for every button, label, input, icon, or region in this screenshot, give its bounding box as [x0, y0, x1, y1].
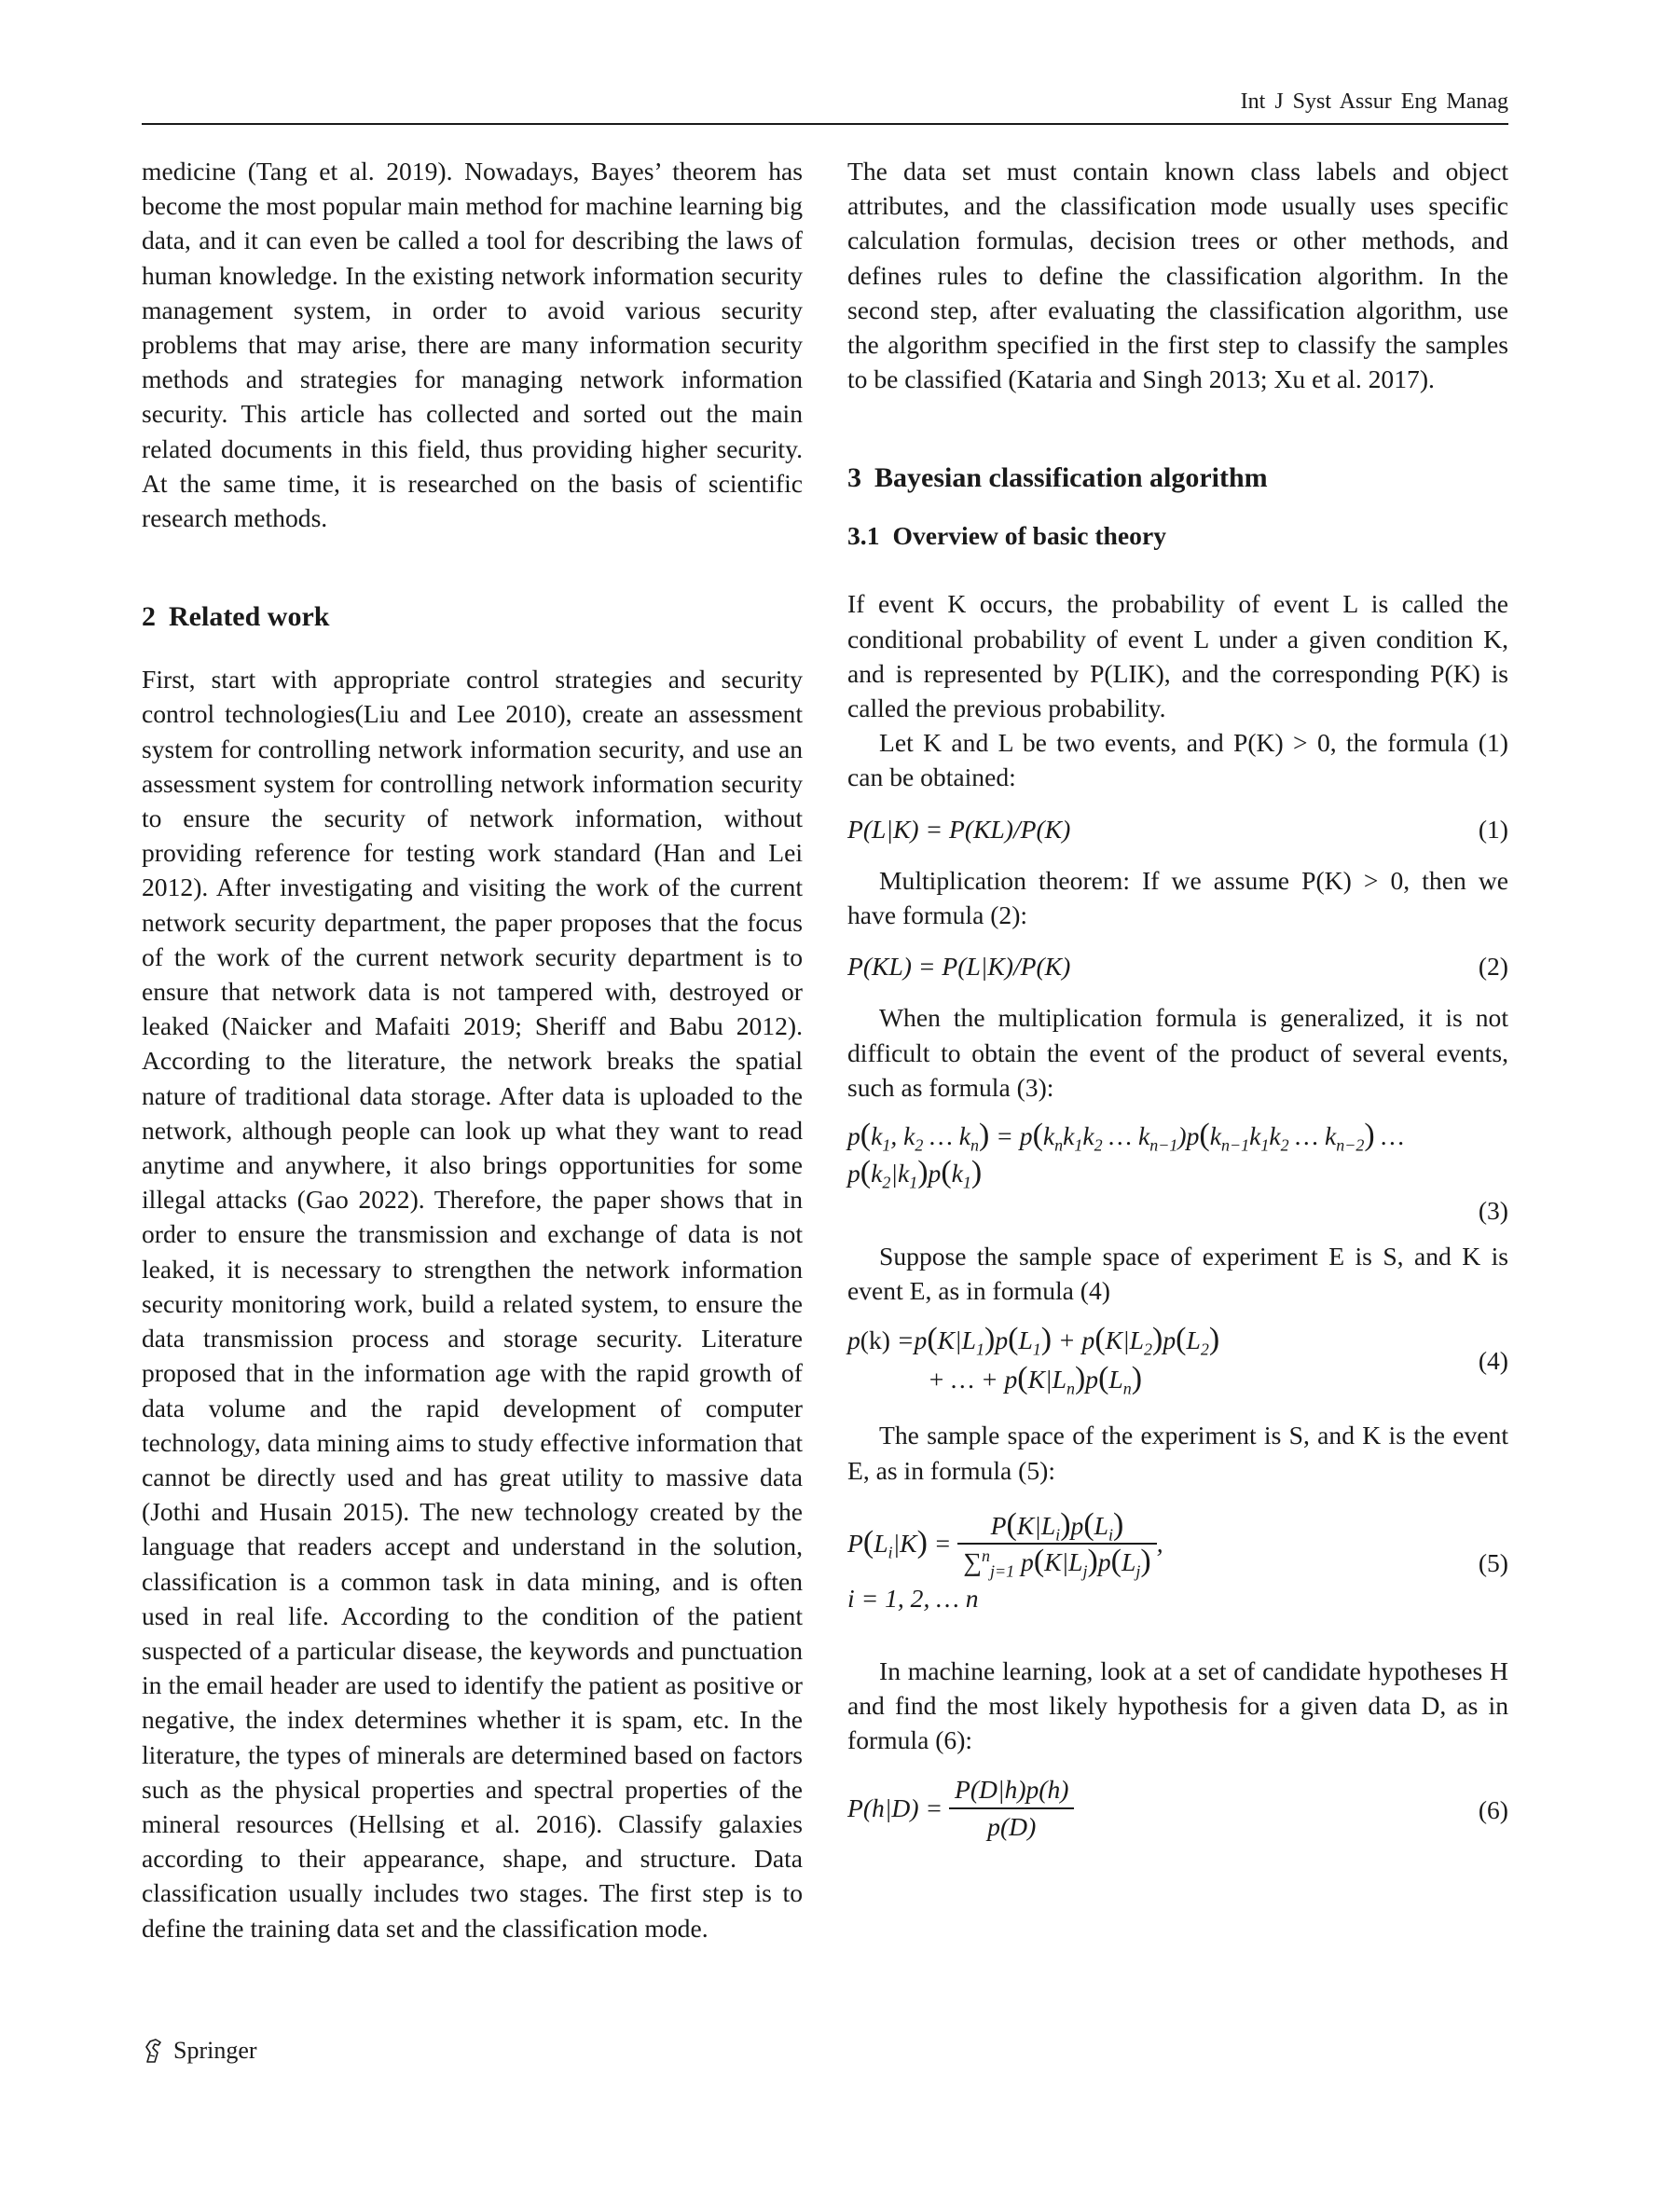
theory-paragraph-1: If event K occurs, the probability of event L is called the conditional probability of event L under a given condition K, and is represented by P(LIK), and the corresponding P(K) is called the previous probability.: [847, 589, 1508, 723]
theory-paragraph-3: Multiplication theorem: If we assume P(K) > 0, then we have formula (2):: [847, 865, 1508, 930]
theory-paragraph-4: When the multiplication formula is generalized, it is not difficult to obtain the event of the product of several events, such as formula (3):: [847, 1003, 1508, 1102]
related-work-paragraph: First, start with appropriate control strategies and security control technologies(Liu and Lee 2010), create an assessment system for controlling network information security, and use an assessment system for controlling network information security to ensure the security of network information, without providing reference for testing work standard (Han and Lei 2012). After investigating and visiting the work of the current network security department, the paper proposes that the focus of the work of the current network security department is to ensure that network data is not tampered with, destroyed or leaked (Naicker and Mafaiti 2019; Sheriff and Babu 2012). According to the literature, the network breaks the spatial nature of traditional data storage. After data is uploaded to the network, although people can look up what they want to read anytime and anywhere, it also brings opportunities for some illegal attacks (Gao 2022). Therefore, the paper shows that in order to ensure the transmission and exchange of data is not leaked, it is necessary to strengthen the network information security monitoring work, build a related system, to ensure the data transmission process and storage security. Literature proposed that in the information age with the rapid growth of data volume and the rapid development of computer technology, data mining aims to study effective information that cannot be directly used and has great utility to massive data (Jothi and Husain 2015). The new technology created by the language that readers accept and understand in the solution, classification is a common task in data mining, and is often used in real life. According to the condition of the patient suspected of a particular disease, the keywords and punctuation in the email header are used to identify the patient as positive or negative, the index determines whether it is spam, etc. In the literature, the types of minerals are determined based on factors such as the physical properties and spectral properties of the mineral resources (Hellsing et al. 2016). Classify galaxies according to their appearance, shape, and structure. Data classification usually includes two stages. The first step is to define the training data set and the classification mode.: [142, 665, 803, 1943]
section-2-number: 2: [142, 601, 156, 633]
springer-horse-icon: [142, 2037, 166, 2065]
equation-6-number: (6): [1478, 1795, 1508, 1825]
section-3-number: 3: [847, 462, 861, 494]
publisher-name: Springer: [173, 2037, 257, 2064]
subsection-3-1-title: Overview of basic theory: [892, 521, 1166, 551]
theory-paragraph-5: Suppose the sample space of experiment E is S, and K is event E, as in formula (4): [847, 1242, 1508, 1306]
equation-6: P(h|D) = $\frac{P(D|h)p(h)}{p(D)}$ (6): [847, 1772, 1508, 1847]
subsection-3-1-heading: [847, 517, 1508, 555]
equation-5-number: (5): [1478, 1547, 1508, 1577]
section-2-title: Related work: [169, 601, 330, 633]
section-2-heading: [142, 598, 803, 636]
page-footer: [142, 2037, 257, 2065]
continued-paragraph: The data set must contain known class labels and object attributes, and the classification mode usually uses specific calculation formulas, decision trees or other methods, and defines rules to define the classification algorithm. In the second step, after evaluating the classification algorithm, use the algorithm specified in the first step to classify the samples to be classified (Kataria and Singh 2013; Xu et al. 2017).: [847, 157, 1508, 394]
section-3-heading: [847, 460, 1508, 497]
equation-1-number: (1): [1478, 814, 1508, 844]
right-column: [847, 154, 1508, 1847]
running-header: [142, 86, 1508, 125]
equation-2-number: (2): [1478, 952, 1508, 982]
theory-paragraph-2: Let K and L be two events, and P(K) > 0, the formula (1) can be obtained:: [847, 728, 1508, 792]
equation-2: P(KL) = P(L|K)/P(K) (2): [847, 949, 1508, 983]
equation-3: $p(k_1$, $k_2$ … $k_n) = p(k_nk_1k_2$ … $k_{n-1})p(k_{n-1}k_1k_2$ … $k_{n-2}$) … $p(k_2|k_1)p(k_1)$ (3): [847, 1118, 1508, 1230]
equation-5: $P(L_i|K)$ = $\frac{P(K|L_i)p(L_i)}{\sum^n_{j=1} p(K|L_j)p(L_j)}$ , i = 1, 2, … n (5): [847, 1506, 1508, 1614]
equation-4-number: (4): [1478, 1346, 1508, 1376]
theory-paragraph-6: The sample space of the experiment is S, and K is the event E, as in formula (5):: [847, 1421, 1508, 1485]
journal-name: Int J Syst Assur Eng Manag: [1240, 89, 1508, 114]
theory-paragraph-7: In machine learning, look at a set of candidate hypotheses H and find the most likely hypothesis for a given data D, as in formula (6):: [847, 1656, 1508, 1755]
equation-1: P(L|K) = P(KL)/P(K) (1): [847, 812, 1508, 846]
section-3-title: Bayesian classification algorithm: [874, 462, 1268, 494]
intro-paragraph: medicine (Tang et al. 2019). Nowadays, Bayes’ theorem has become the most popular main method for machine learning big data, and it can even be called a tool for describing the laws of human knowledge. In the existing network information security management system, in order to avoid various security problems that may arise, there are many information security methods and strategies for managing network information security. This article has collected and sorted out the main related documents in this field, thus providing higher security. At the same time, it is researched on the basis of scientific research methods.: [142, 157, 803, 533]
left-column: [142, 154, 803, 1945]
subsection-3-1-number: 3.1: [847, 521, 880, 551]
equation-3-number: (3): [1478, 1196, 1508, 1226]
equation-4: $p(k) =p(K|L_1)p(L_1) + p(K|L_2)p(L_2)$ + … + $p(K|L_n)p(L_n)$ (4): [847, 1322, 1508, 1398]
